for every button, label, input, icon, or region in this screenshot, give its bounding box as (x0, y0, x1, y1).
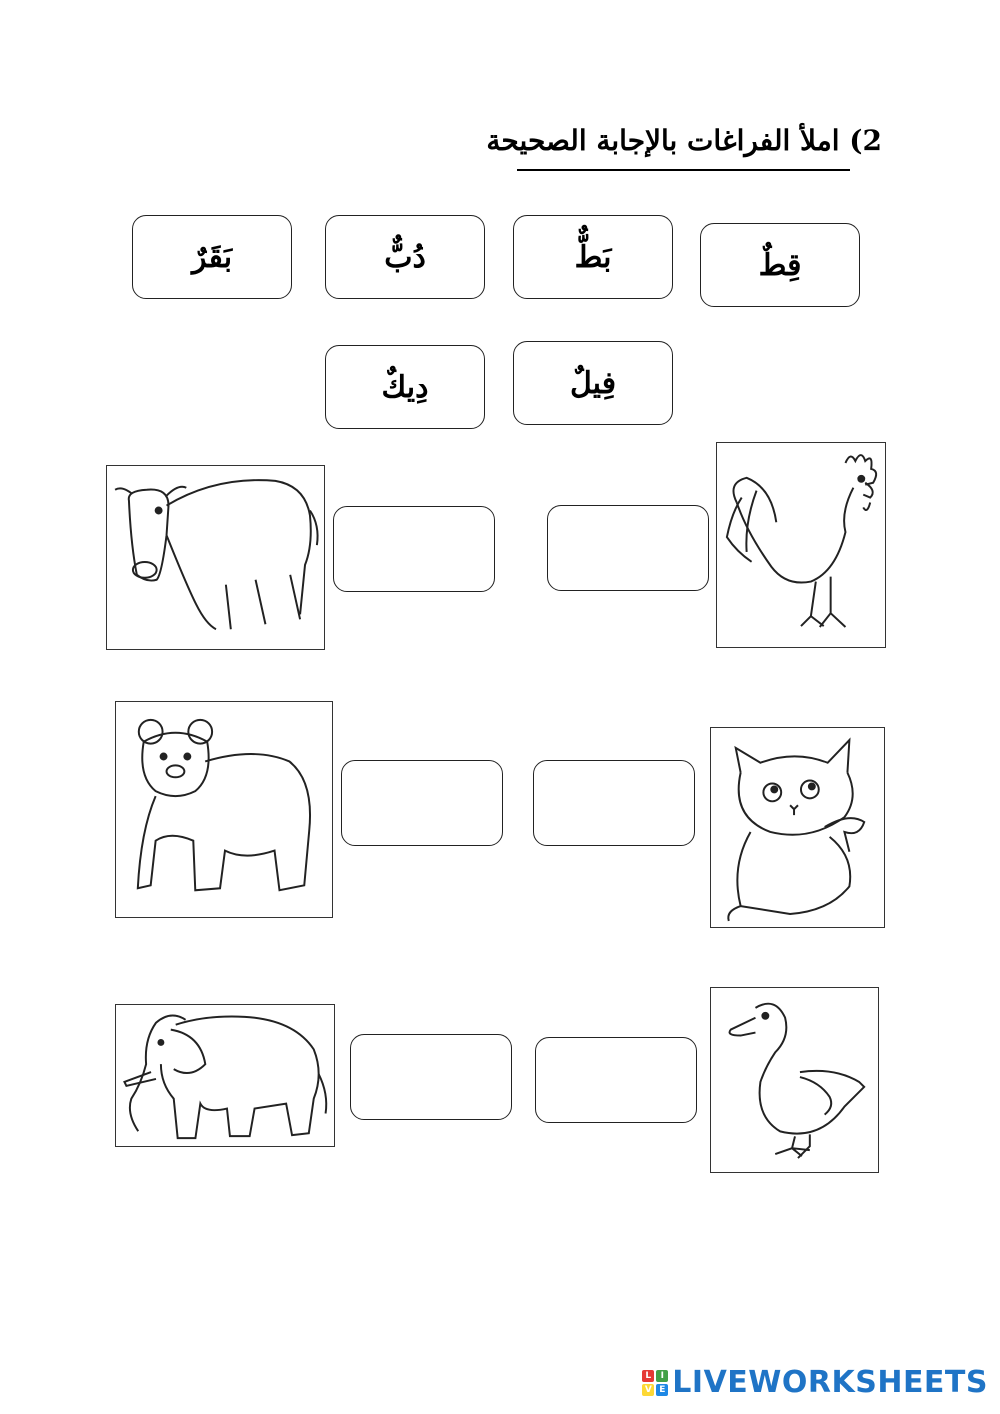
logo-letter-l: L (642, 1370, 654, 1382)
word-card-duck: بَطٌّ (513, 215, 673, 299)
kitten-image (710, 727, 885, 928)
word-card-cow: بَقَرٌ (132, 215, 292, 299)
bear-image (115, 701, 333, 918)
answer-box-bear[interactable] (341, 760, 503, 846)
cow-image (106, 465, 325, 650)
answer-box-cow[interactable] (333, 506, 495, 592)
word-card-cat: قِطٌ (700, 223, 860, 307)
word-card-elephant: فِيلٌ (513, 341, 673, 425)
word-card-bear: دُبٌّ (325, 215, 485, 299)
rooster-image (716, 442, 886, 648)
worksheet-title: 2) املأ الفراغات بالإجابة الصحيحة (486, 124, 882, 157)
word-card-rooster: دِيكٌ (325, 345, 485, 429)
title-underline (517, 169, 850, 171)
answer-box-elephant[interactable] (350, 1034, 512, 1120)
logo-letter-e: E (656, 1384, 668, 1396)
liveworksheets-logo (642, 1365, 988, 1400)
logo-letter-v: V (642, 1384, 654, 1396)
duck-image (710, 987, 879, 1173)
answer-box-duck[interactable] (535, 1037, 697, 1123)
logo-letter-i: I (656, 1370, 668, 1382)
answer-box-rooster[interactable] (547, 505, 709, 591)
brand-name: LIVEWORKSHEETS (672, 1365, 988, 1400)
answer-box-cat[interactable] (533, 760, 695, 846)
elephant-image (115, 1004, 335, 1147)
logo-mark-icon (642, 1370, 668, 1396)
